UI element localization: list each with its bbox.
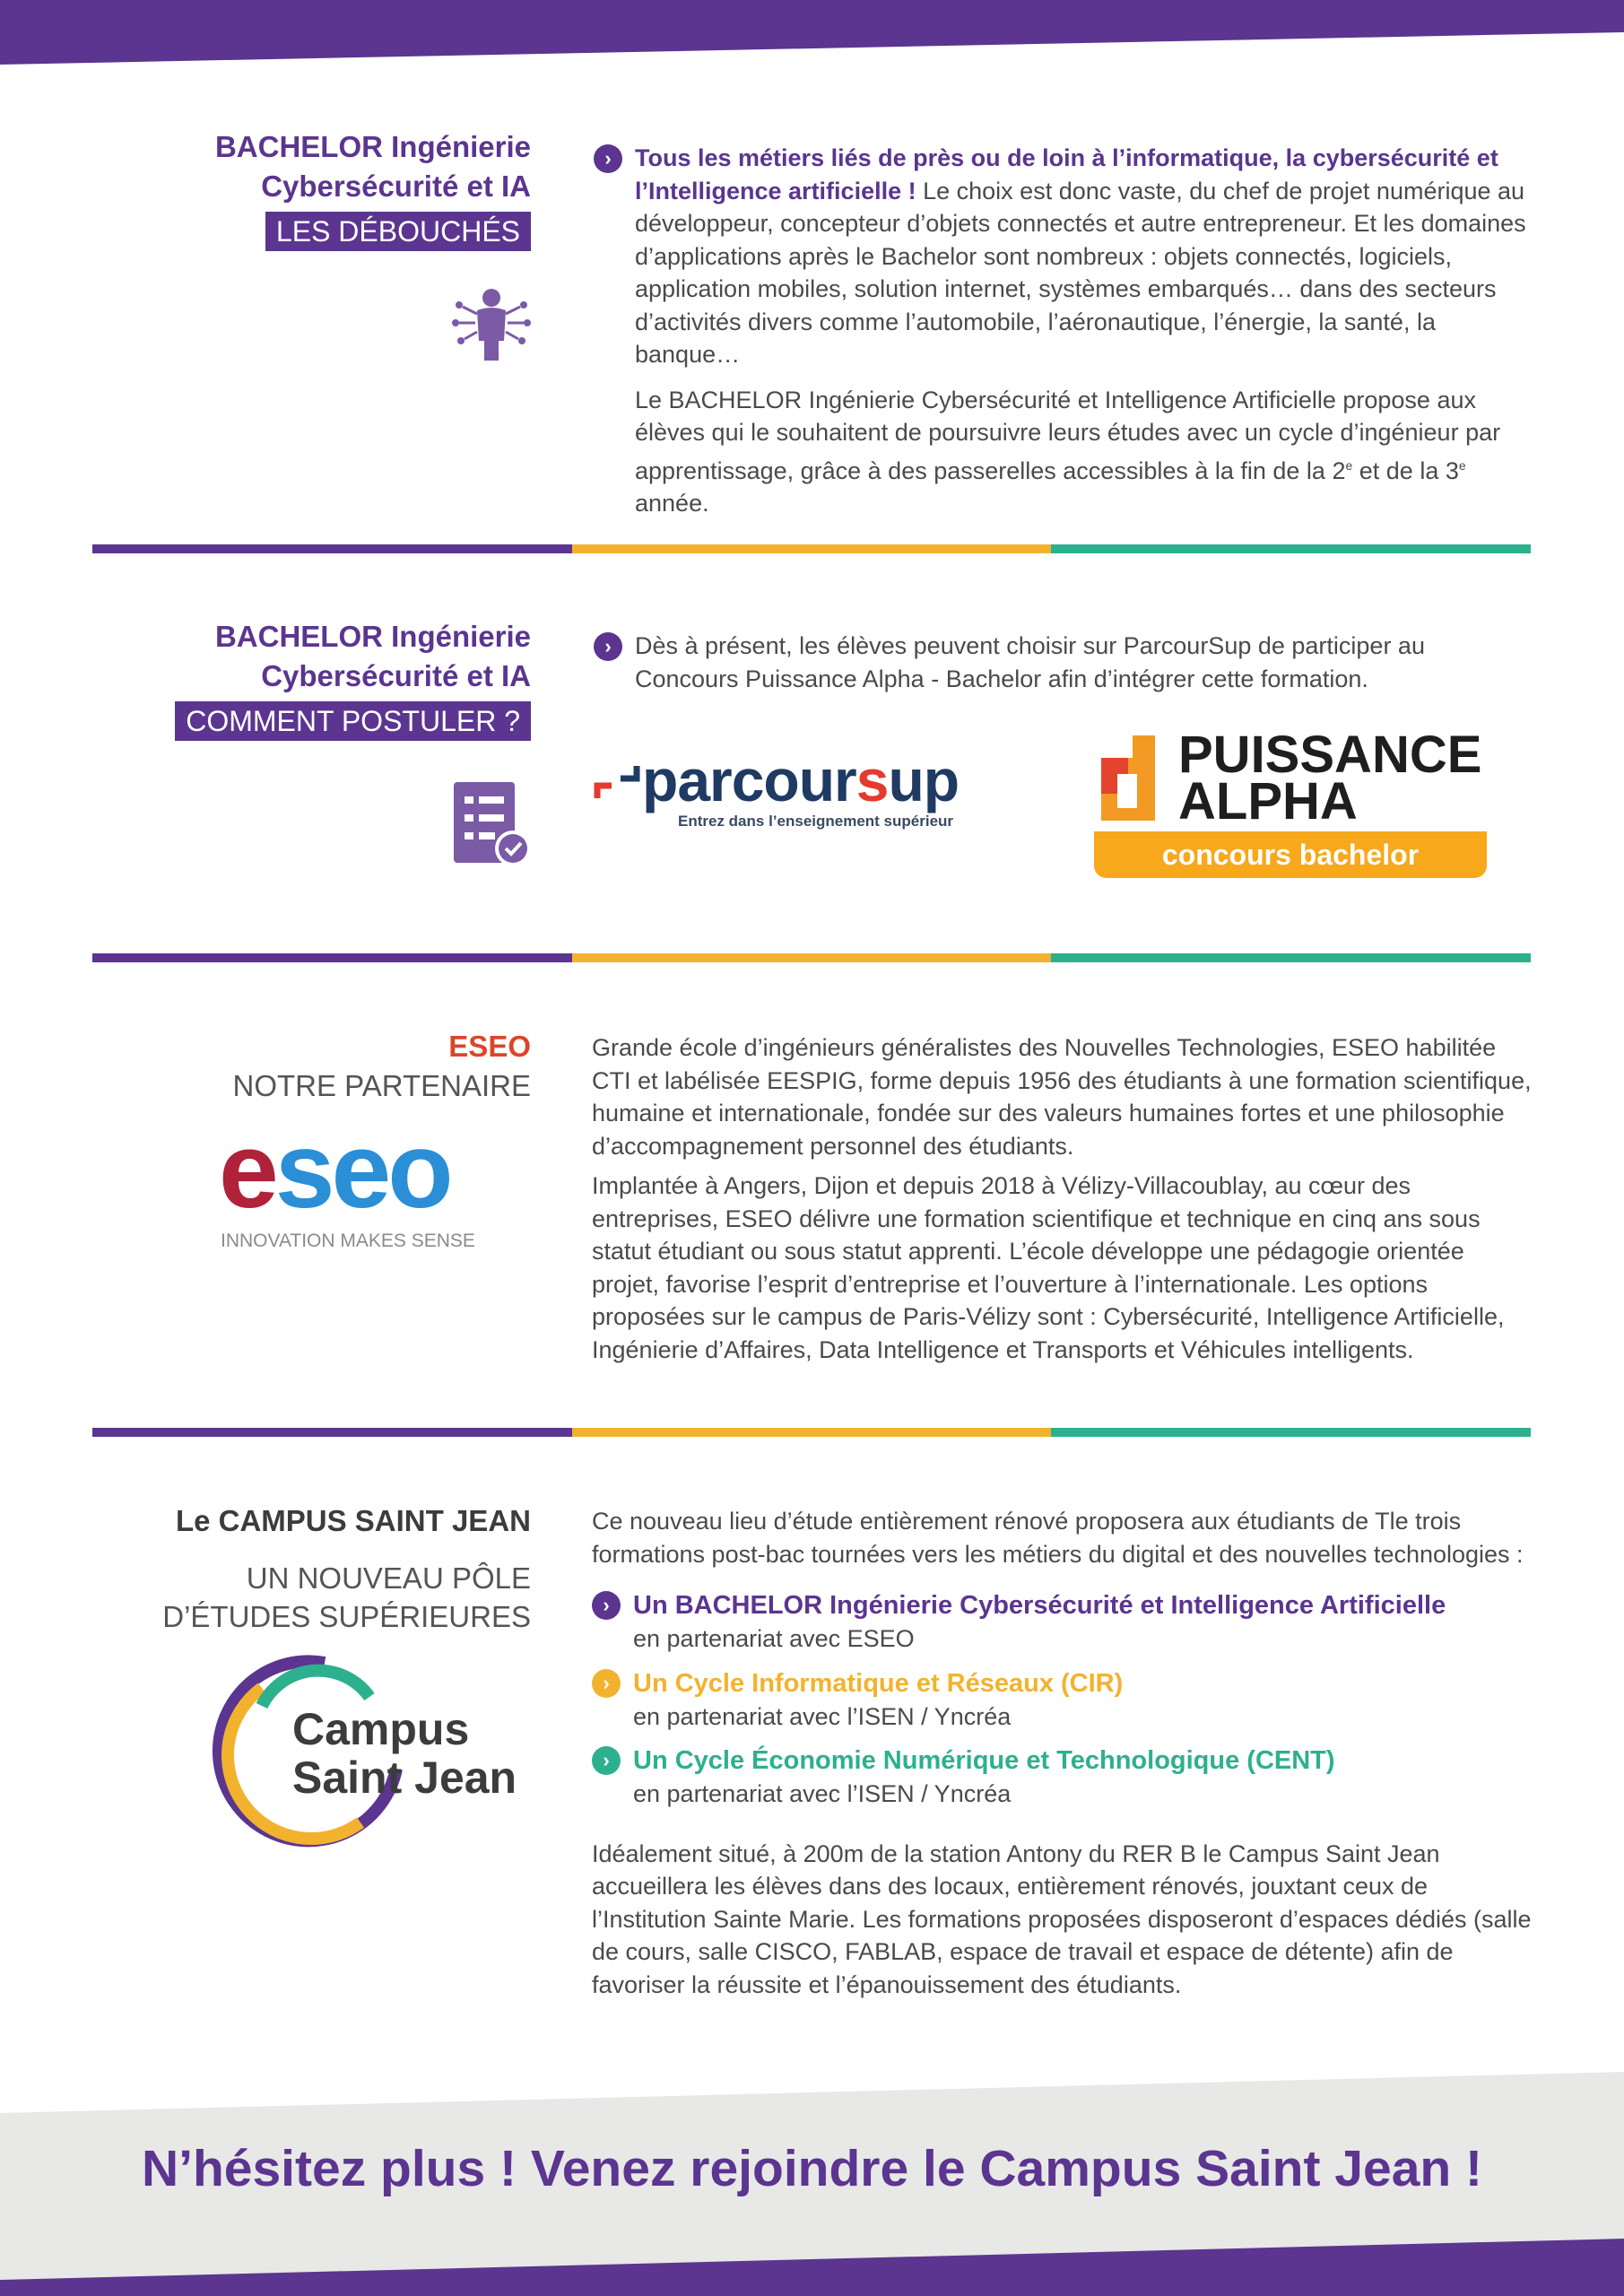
parcoursup-tagline: Entrez dans l’enseignement supérieur <box>678 813 954 830</box>
campus-item-cent <box>592 1744 1532 1811</box>
campus-outro: Idéalement situé, à 200m de la station Antony du RER B le Campus Saint Jean accueillera les élèves dans des locaux, entièrement rénovés, jouxtant ceux de l’Institution Sainte Marie. Les formations proposées disposeront d’espaces dédiés (salle de cours, salle CISCO, FABLAB, espace de travail et espace de détente) afin de favoriser la réussite et l’épanouissement des étudiants. <box>592 1839 1532 1998</box>
debouches-title-line1: BACHELOR Ingénierie <box>214 130 531 163</box>
document-check-icon <box>452 780 531 866</box>
campus-item-bachelor <box>592 1588 1532 1656</box>
campus-subtitle-line1: UN NOUVEAU PÔLE <box>246 1561 531 1595</box>
debouches-content <box>594 142 1531 520</box>
footer-slogan: N’hésitez plus ! Venez rejoindre le Campus Saint Jean ! <box>141 2140 1483 2197</box>
eseo-paragraph-1: Grande école d’ingénieurs généralistes des Nouvelles Technologies, ESEO habilitée CTI et labélisée EESPIG, forme depuis 1956 des étudiants à une formation scientifique, humaine et internationale, fondée sur des valeurs humaines fortes et une philosophie d’accompagnement personnel des étudiants. <box>592 1034 1532 1160</box>
section-divider <box>92 544 1531 553</box>
debouches-paragraph <box>594 384 1531 520</box>
campus-item-sub: en partenariat avec l’ISEN / Yncréa <box>633 1780 1012 1807</box>
campus-item-title: Un Cycle Informatique et Réseaux (CIR) <box>633 1668 1124 1698</box>
eseo-wordmark-b: seo <box>274 1110 450 1231</box>
eseo-header <box>90 1027 531 1105</box>
debouches-bullet-text: Le choix est donc vaste, du chef de projet numérique au développeur, concepteur d’objets connectés et autre entrepreneur. Et les domaines d’applications après le Bachelor sont nombreux : objets connectés, logiciels, application mobiles, solution internet, systèmes embarqués… dans des secteurs d’activités divers comme l’automobile, l’aéronautique, l’énergie, la santé, la banque… <box>635 177 1526 368</box>
alpha-line1: PUISSANCE <box>1178 726 1482 784</box>
campus-item-sub: en partenariat avec l’ISEN / Yncréa <box>633 1702 1012 1730</box>
section-divider <box>92 953 1531 962</box>
parcoursup-mark-icon <box>594 762 642 802</box>
puissance-alpha-logo <box>1092 726 1491 885</box>
parcoursup-part-a: parcour <box>642 747 856 813</box>
postuler-title-line2: Cybersécurité et IA <box>261 659 531 692</box>
campus-item-title: Un BACHELOR Ingénierie Cybersécurité et Intelligence Artificielle <box>633 1591 1446 1620</box>
eseo-tagline: INNOVATION MAKES SENSE <box>221 1231 475 1251</box>
campus-item-sub: en partenariat avec ESEO <box>633 1625 915 1652</box>
chevron-right-icon: › <box>594 144 622 173</box>
parcoursup-part-c: up <box>888 747 960 813</box>
campus-logo-line2: Saint Jean <box>292 1752 517 1803</box>
parcoursup-logo <box>594 747 1024 841</box>
alpha-mark-icon <box>1092 731 1173 830</box>
parcoursup-wordmark <box>642 746 959 814</box>
campus-logo <box>208 1652 533 1849</box>
sup-3e: e <box>1458 457 1466 473</box>
eseo-subtitle: NOTRE PARTENAIRE <box>232 1069 531 1102</box>
alpha-line2: ALPHA <box>1178 772 1358 831</box>
debouches-para-part3: année. <box>635 490 709 517</box>
debouches-bullet-lead: Tous les métiers liés de près ou de loin à l’informatique, la cybersécurité et l’Intelligence artificielle ! <box>635 144 1498 204</box>
postuler-bullet <box>594 630 1531 695</box>
chevron-right-icon: › <box>592 1669 621 1698</box>
debouches-header <box>90 127 531 251</box>
eseo-wordmark-a: e <box>219 1110 275 1231</box>
sup-2e: e <box>1345 457 1353 473</box>
campus-content <box>592 1505 1532 2001</box>
eseo-logo <box>219 1110 533 1257</box>
eseo-wordmark <box>219 1112 450 1229</box>
postuler-content <box>594 630 1531 695</box>
section-divider <box>92 1428 1531 1437</box>
chevron-right-icon: › <box>594 632 622 661</box>
debouches-para-part2: et de la 3 <box>1352 457 1459 484</box>
campus-intro: Ce nouveau lieu d’étude entièrement rénové proposera aux étudiants de Tle trois formations post-bac tournées vers les métiers du digital et des nouvelles technologies : <box>592 1508 1524 1568</box>
postuler-title-line1: BACHELOR Ingénierie <box>214 620 531 653</box>
debouches-bullet <box>594 142 1531 371</box>
campus-subtitle-line2: D’ÉTUDES SUPÉRIEURES <box>162 1600 531 1633</box>
parcoursup-part-b: s <box>855 747 889 813</box>
eseo-paragraph-2: Implantée à Angers, Dijon et depuis 2018 à Vélizy-Villacoublay, au cœur des entreprises, ESEO délivre une formation scientifique et technique en cinq ans sous statut étudiant ou sous statut apprenti. L’école développe une pédagogie orientée projet, favorise l’esprit d’entreprise et l’ouverture à l’internationale. Les options proposées sur le campus de Paris-Vélizy sont : Cybersécurité, Intelligence Artificielle, Ingénierie d’Affaires, Data Intelligence et Transports et Véhicules intelligents. <box>592 1172 1505 1363</box>
campus-header <box>90 1501 531 1636</box>
postuler-header <box>90 617 531 741</box>
campus-item-title: Un Cycle Économie Numérique et Technologique (CENT) <box>633 1746 1335 1775</box>
debouches-para-part1: Le BACHELOR Ingénierie Cybersécurité et Intelligence Artificielle propose aux élèves qui le souhaitent de poursuivre leurs études avec un cycle d’ingénieur par apprentissage, grâce à des passerelles accessibles à la fin de la 2 <box>635 386 1501 484</box>
campus-title: Le CAMPUS SAINT JEAN <box>175 1504 531 1537</box>
campus-item-cir <box>592 1666 1532 1734</box>
debouches-tag: LES DÉBOUCHÉS <box>265 212 531 251</box>
postuler-tag: COMMENT POSTULER ? <box>175 701 531 741</box>
eseo-content <box>592 1031 1532 1366</box>
debouches-title-line2: Cybersécurité et IA <box>261 170 531 203</box>
postuler-bullet-text: Dès à présent, les élèves peuvent choisir sur ParcourSup de participer au Concours Puissance Alpha - Bachelor afin d’intégrer cette formation. <box>635 632 1425 692</box>
person-network-icon <box>452 287 531 361</box>
campus-logo-line1: Campus <box>292 1704 470 1754</box>
alpha-banner: concours bachelor <box>1094 831 1487 878</box>
chevron-right-icon: › <box>592 1591 621 1620</box>
chevron-right-icon: › <box>592 1746 621 1775</box>
eseo-title: ESEO <box>448 1030 531 1063</box>
top-decorative-band <box>0 0 1624 72</box>
